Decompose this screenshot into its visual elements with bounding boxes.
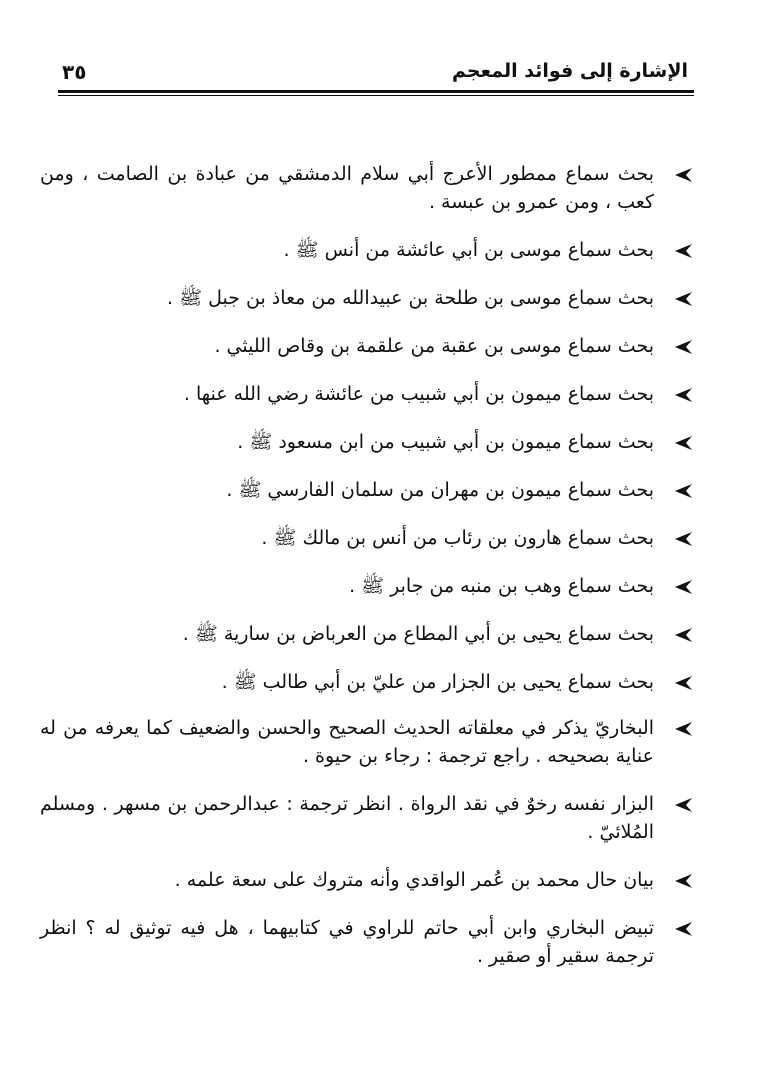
arrow-bullet-icon <box>672 339 694 355</box>
list-item-text: بيان حال محمد بن عُمر الواقدي وأنه متروك على سعة علمه . <box>174 869 654 891</box>
list-item-text: بحث سماع موسى بن عقبة من علقمة بن وقاص الليثي . <box>214 335 654 357</box>
list-item <box>40 284 694 312</box>
arrow-bullet-icon <box>672 721 694 737</box>
list-item-text: بحث سماع موسى بن أبي عائشة من أنس ﷺ . <box>283 239 654 261</box>
list-item <box>40 914 694 970</box>
arrow-bullet-icon <box>672 387 694 403</box>
arrow-bullet-icon <box>672 675 694 691</box>
list-item <box>40 428 694 456</box>
list-item <box>40 790 694 846</box>
arrow-bullet-icon <box>672 627 694 643</box>
bullet-list <box>40 160 694 970</box>
arrow-bullet-icon <box>672 435 694 451</box>
list-item-text: بحث سماع ميمون بن أبي شبيب من عائشة رضي الله عنها . <box>183 383 654 405</box>
list-item-text: بحث سماع هارون بن رئاب من أنس بن مالك ﷺ . <box>261 527 654 549</box>
arrow-bullet-icon <box>672 483 694 499</box>
arrow-bullet-icon <box>672 167 694 183</box>
arrow-bullet-icon <box>672 243 694 259</box>
list-item-text: البزار نفسه رخوٌ في نقد الرواة . انظر ترجمة : عبدالرحمن بن مسهر . ومسلم المُلائيّ . <box>40 793 654 843</box>
arrow-bullet-icon <box>672 797 694 813</box>
arrow-bullet-icon <box>672 531 694 547</box>
arrow-bullet-icon <box>672 921 694 937</box>
header-rule-thick <box>58 90 694 93</box>
book-title: الإشارة إلى فوائد المعجم <box>451 60 688 82</box>
list-item-text: بحث سماع ميمون بن أبي شبيب من ابن مسعود ﷺ . <box>237 431 654 453</box>
list-item <box>40 236 694 264</box>
list-item-text: بحث سماع يحيى بن الجزار من عليّ بن أبي طالب ﷺ . <box>221 671 654 693</box>
list-item-text: بحث سماع موسى بن طلحة بن عبيدالله من معاذ بن جبل ﷺ . <box>167 287 654 309</box>
list-item <box>40 524 694 552</box>
list-item <box>40 866 694 894</box>
list-item-text: البخاريّ يذكر في معلقاته الحديث الصحيح والحسن والضعيف كما يعرفه من له عناية بصحيحه . راجع ترجمة : رجاء بن حيوة . <box>40 717 654 767</box>
arrow-bullet-icon <box>672 291 694 307</box>
arrow-bullet-icon <box>672 873 694 889</box>
list-item <box>40 668 694 696</box>
list-item-text: بحث سماع يحيى بن أبي المطاع من العرباض بن سارية ﷺ . <box>182 623 654 645</box>
list-item <box>40 476 694 504</box>
page-number: ٣٥ <box>62 60 87 84</box>
list-item <box>40 572 694 600</box>
list-item <box>40 332 694 360</box>
arrow-bullet-icon <box>672 579 694 595</box>
list-item-text: بحث سماع ممطور الأعرج أبي سلام الدمشقي من عبادة بن الصامت ، ومن كعب ، ومن عمرو بن عبسة . <box>40 163 654 213</box>
list-item <box>40 380 694 408</box>
page-header <box>58 52 694 92</box>
header-rule-thin <box>58 95 694 96</box>
list-item-text: تبيض البخاري وابن أبي حاتم للراوي في كتابيهما ، هل فيه توثيق له ؟ انظر ترجمة سقير أو صقير . <box>40 917 654 967</box>
list-item <box>40 714 694 770</box>
list-item-text: بحث سماع وهب بن منبه من جابر ﷺ . <box>349 575 654 597</box>
list-item-text: بحث سماع ميمون بن مهران من سلمان الفارسي ﷺ . <box>226 479 654 501</box>
list-item <box>40 160 694 216</box>
list-item <box>40 620 694 648</box>
